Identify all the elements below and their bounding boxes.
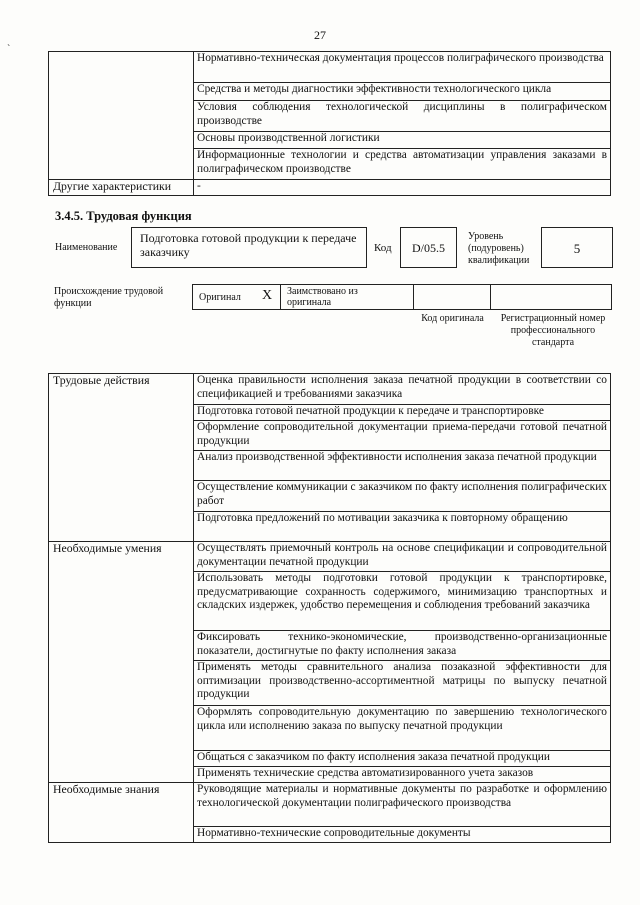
registration-number-caption: Регистрационный номер профессионального стандарта: [500, 313, 606, 348]
skill-item: Оформлять сопроводительную документацию по завершению технологического цикла или исполнению заказа по выпуску печатной продукции: [194, 706, 611, 751]
skill-item: Общаться с заказчиком по факту исполнения заказа печатной продукции: [194, 751, 611, 767]
skill-item: Использовать методы подготовки готовой продукции к транспортировке, предусматривающие сохранность содержимого, минимизацию транспортных и складских издержек, удобство перемещения и соблюдения требований заказчика: [194, 572, 611, 631]
level-label: Уровень (подуровень) квалификации: [468, 231, 530, 266]
corner-mark: `: [7, 44, 11, 55]
level-value: 5: [573, 241, 581, 256]
section-title: 3.4.5. Трудовая функция: [55, 209, 192, 223]
code-box: [400, 227, 457, 268]
knowledge-item: Информационные технологии и средства автоматизации управления заказами в полиграфическом производстве: [194, 149, 611, 180]
knowledge-item: Нормативно-технические сопроводительные документы: [194, 827, 611, 843]
origin-box: [192, 284, 612, 310]
skill-item: Применять методы сравнительного анализа позаказной эффективности для оптимизации производственно-ассортиментной матрицы по выпуску печатной продукции: [194, 661, 611, 706]
code-label: Код: [374, 242, 392, 254]
labor-action-item: Подготовка готовой печатной продукции к передаче и транспортировке: [194, 405, 611, 421]
empty-label-cell: [49, 52, 194, 180]
original-mark: X: [262, 288, 273, 303]
labor-function-table: [48, 373, 611, 843]
borrowed-label: Заимствовано из оригинала: [287, 286, 358, 308]
other-characteristics-label: Другие характеристики: [49, 180, 194, 196]
name-label: Наименование: [55, 242, 118, 253]
labor-action-item: Анализ производственной эффективности исполнения заказа печатной продукции: [194, 451, 611, 481]
page-number: 27: [314, 28, 326, 42]
labor-actions-label: Трудовые действия: [49, 374, 194, 542]
code-original-caption: Код оригинала: [421, 313, 484, 324]
labor-action-item: Осуществление коммуникации с заказчиком по факту исполнения полиграфических работ: [194, 481, 611, 512]
skills-label: Необходимые умения: [49, 542, 194, 783]
knowledge-item: Нормативно-техническая документация процессов полиграфического производства: [194, 52, 611, 83]
knowledge-continuation-table: [48, 51, 611, 196]
skill-item: Фиксировать технико-экономические, производственно-организационные показатели, достигнутые по факту исполнения заказа: [194, 631, 611, 661]
skill-item: Осуществлять приемочный контроль на основе спецификации и сопроводительной документации печатной продукции: [194, 542, 611, 572]
knowledge-item: Основы производственной логистики: [194, 132, 611, 149]
knowledge-label: Необходимые знания: [49, 783, 194, 843]
labor-action-item: Оформление сопроводительной документации приема-передачи готовой печатной продукции: [194, 421, 611, 451]
skill-item: Применять технические средства автоматизированного учета заказов: [194, 767, 611, 783]
knowledge-item: Средства и методы диагностики эффективности технологического цикла: [194, 83, 611, 101]
labor-action-item: Подготовка предложений по мотивации заказчика к повторному обращению: [194, 512, 611, 542]
original-label: Оригинал: [199, 292, 241, 303]
function-name-box: [131, 227, 367, 268]
level-box: [541, 227, 613, 268]
knowledge-item: Руководящие материалы и нормативные документы по разработке и оформлению технологической документации полиграфического производства: [194, 783, 611, 827]
code-value: D/05.5: [412, 241, 445, 255]
other-characteristics-value: -: [194, 180, 611, 196]
labor-action-item: Оценка правильности исполнения заказа печатной продукции в соответствии со спецификацией и требованиями заказчика: [194, 374, 611, 405]
origin-label: Происхождение трудовой функции: [54, 286, 164, 309]
function-name: Подготовка готовой продукции к передаче заказчику: [140, 231, 357, 259]
knowledge-item: Условия соблюдения технологической дисциплины в полиграфическом производстве: [194, 101, 611, 132]
